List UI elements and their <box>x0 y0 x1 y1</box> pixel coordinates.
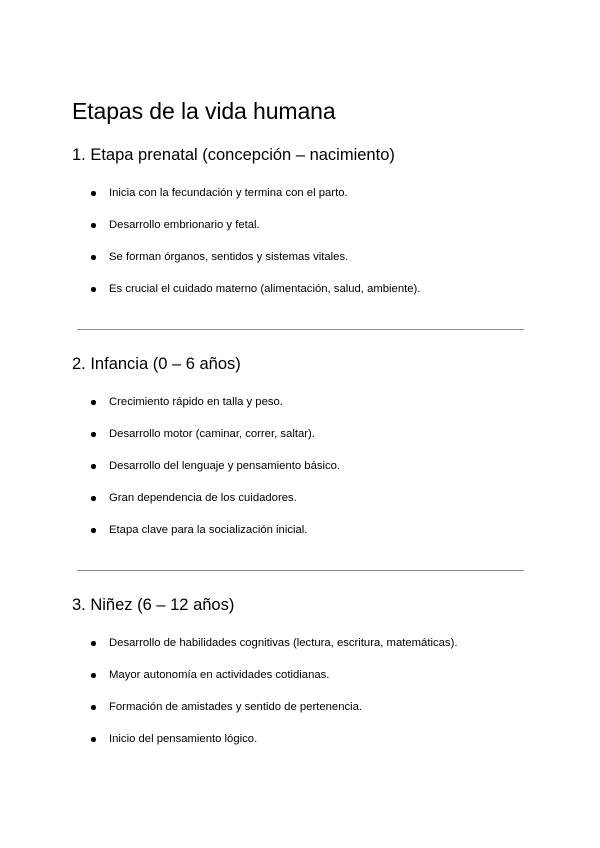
document-title: Etapas de la vida humana <box>72 98 336 124</box>
section-heading: 1. Etapa prenatal (concepción – nacimiento) <box>72 146 395 164</box>
bullet-icon <box>91 255 96 260</box>
list-item-text: Mayor autonomía en actividades cotidianas. <box>109 669 330 681</box>
list-item-text: Formación de amistades y sentido de pertenencia. <box>109 701 363 713</box>
list-item <box>72 281 528 313</box>
list-item-text: Crecimiento rápido en talla y peso. <box>109 396 283 408</box>
list-item-text: Gran dependencia de los cuidadores. <box>109 492 297 504</box>
list-item-text: Es crucial el cuidado materno (alimentación, salud, ambiente). <box>109 283 421 295</box>
bullet-icon <box>91 223 96 228</box>
section-divider <box>77 329 524 330</box>
bullet-icon <box>91 641 96 646</box>
section-divider <box>77 570 524 571</box>
bullet-icon <box>91 432 96 437</box>
list-item <box>72 667 528 699</box>
list-item <box>72 394 528 426</box>
list-item-text: Desarrollo del lenguaje y pensamiento básico. <box>109 460 341 472</box>
list-item <box>72 490 528 522</box>
list-item-text: Desarrollo motor (caminar, correr, saltar). <box>109 428 315 440</box>
bullet-icon <box>91 673 96 678</box>
list-item <box>72 635 528 667</box>
section-infancia <box>72 354 528 554</box>
bullet-list <box>72 394 528 554</box>
list-item <box>72 699 528 731</box>
bullet-icon <box>91 287 96 292</box>
list-item <box>72 522 528 554</box>
bullet-icon <box>91 737 96 742</box>
list-item-text: Etapa clave para la socialización inicial. <box>109 524 308 536</box>
bullet-icon <box>91 496 96 501</box>
section-heading: 2. Infancia (0 – 6 años) <box>72 355 241 373</box>
bullet-icon <box>91 528 96 533</box>
bullet-icon <box>91 191 96 196</box>
list-item-text: Inicia con la fecundación y termina con el parto. <box>109 187 348 199</box>
list-item <box>72 458 528 490</box>
list-item-text: Desarrollo embrionario y fetal. <box>109 219 260 231</box>
list-item <box>72 185 528 217</box>
bullet-icon <box>91 400 96 405</box>
section-ninez <box>72 595 528 763</box>
section-prenatal <box>72 145 528 313</box>
list-item-text: Se forman órganos, sentidos y sistemas vitales. <box>109 251 349 263</box>
bullet-list <box>72 635 528 763</box>
bullet-icon <box>91 464 96 469</box>
list-item <box>72 249 528 281</box>
list-item <box>72 731 528 763</box>
list-item-text: Desarrollo de habilidades cognitivas (lectura, escritura, matemáticas). <box>109 637 458 649</box>
list-item <box>72 426 528 458</box>
bullet-icon <box>91 705 96 710</box>
list-item-text: Inicio del pensamiento lógico. <box>109 733 258 745</box>
section-heading: 3. Niñez (6 – 12 años) <box>72 596 235 614</box>
bullet-list <box>72 185 528 313</box>
list-item <box>72 217 528 249</box>
